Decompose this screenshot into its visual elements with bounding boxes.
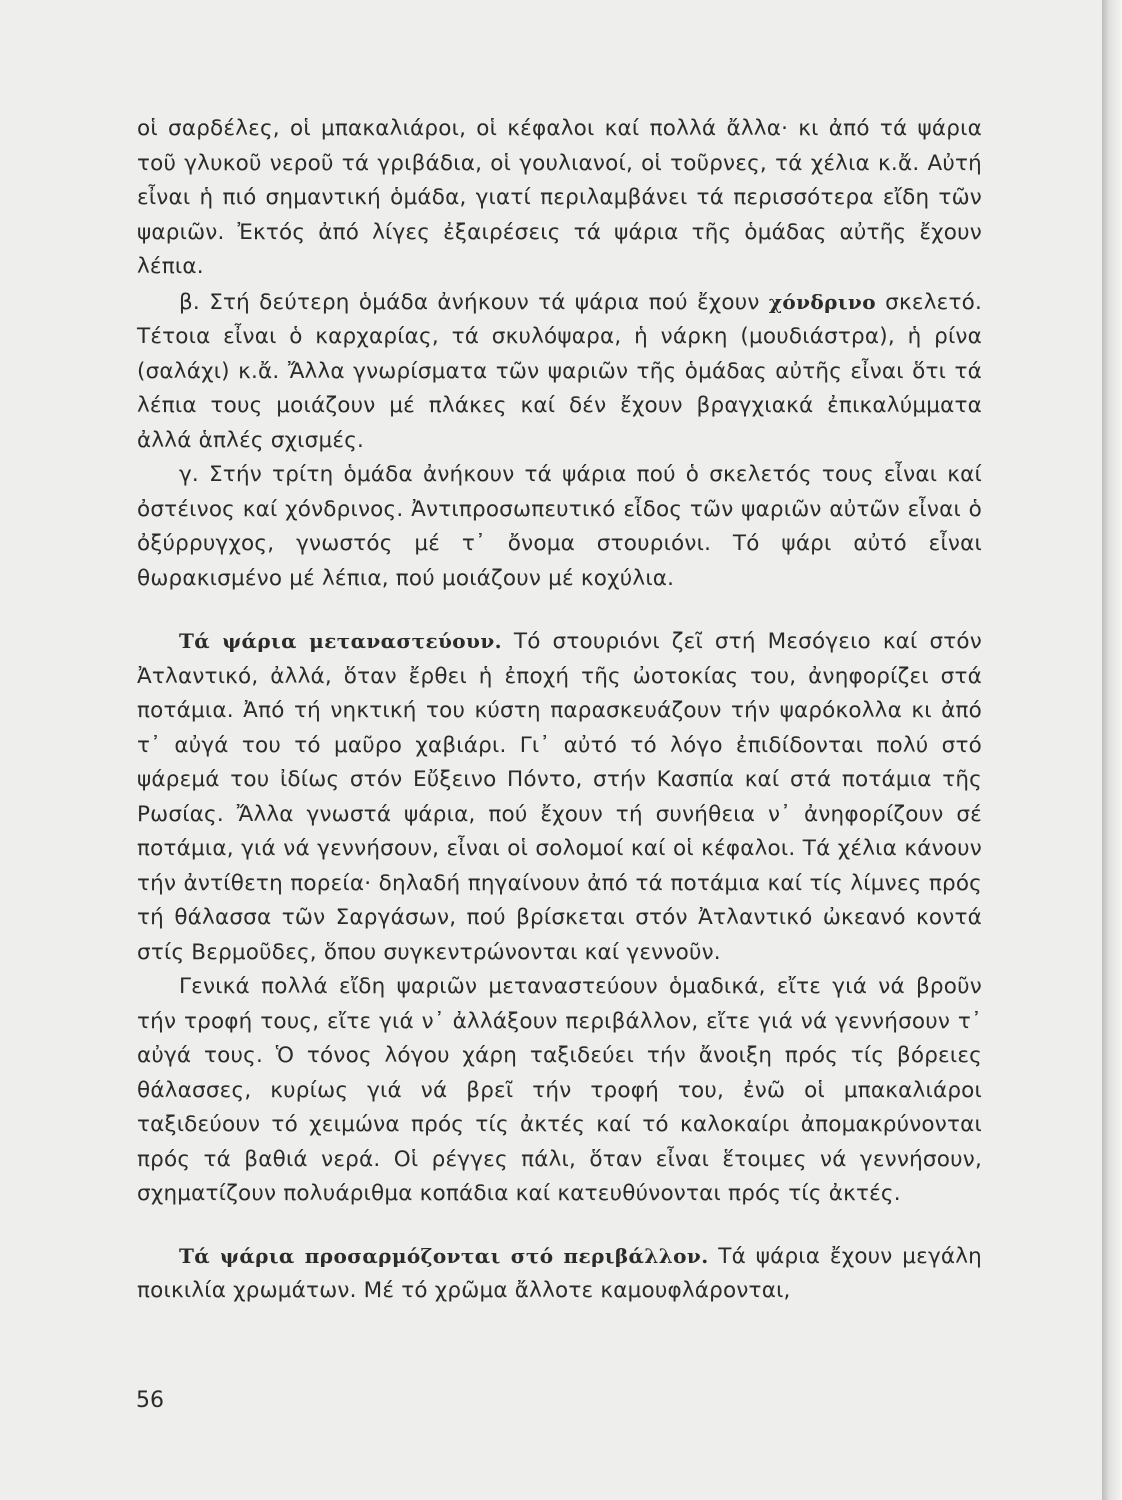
paragraph-fish-migration xyxy=(137,624,982,970)
paragraph-text: σκελετό. Τέτοια εἶναι ὁ καρχαρίας, τά σκυλόψαρα, ἡ νάρκη (μουδιάστρα), ἡ ρίνα (σαλάχι) κ.ἄ. Ἄλλα γνωρίσματα τῶν ψαριῶν τῆς ὁμάδας αὐτῆς εἶναι ὅτι τά λέπια τους μοιάζουν μέ πλάκες καί δέν ἔχουν βραγχιακά ἐπικαλύμματα ἀλλά ἁπλές σχισμές. xyxy=(137,289,982,453)
paragraph-cartilaginous-fish xyxy=(137,285,982,459)
page-edge xyxy=(1102,0,1122,1500)
page-number: 56 xyxy=(136,1388,164,1413)
paragraph-text: β. Στή δεύτερη ὁμάδα ἀνήκουν τά ψάρια πού ἔχουν xyxy=(179,289,769,315)
paragraph-fish-adaptation xyxy=(137,1239,982,1309)
body-text xyxy=(137,112,982,1309)
paragraph-group-migration: Γενικά πολλά εἴδη ψαριῶν μεταναστεύουν ὁμαδικά, εἴτε γιά νά βροῦν τήν τροφή τους, εἴτε γιά ν᾿ ἀλλάξουν περιβάλλον, εἴτε γιά νά γεννήσουν τ᾿ αὐγά τους. Ὁ τόνος λόγου χάρη ταξιδεύει τήν ἄνοιξη πρός τίς βόρειες θάλασσες, κυρίως γιά νά βρεῖ τήν τροφή του, ἐνῶ οἱ μπακαλιάροι ταξιδεύουν τό χειμώνα πρός τίς ἀκτές καί τό καλοκαίρι ἀπομακρύνονται πρός τά βαθιά νερά. Οἱ ρέγγες πάλι, ὅταν εἶναι ἕτοιμες νά γεννήσουν, σχηματίζουν πολυάριθμα κοπάδια καί κατευθύνονται πρός τίς ἀκτές. xyxy=(137,974,982,1206)
paragraph-fish-groups-continued: οἱ σαρδέλες, οἱ μπακαλιάροι, οἱ κέφαλοι καί πολλά ἄλλα· κι ἀπό τά ψάρια τοῦ γλυκοῦ νεροῦ τά γριβάδια, οἱ γουλιανοί, οἱ τοῦρνες, τά χέλια κ.ἄ. Αὐτή εἶναι ἡ πιό σημαντική ὁμάδα, γιατί περιλαμβάνει τά περισσότερα εἴδη τῶν ψαριῶν. Ἐκτός ἀπό λίγες ἐξαιρέσεις τά ψάρια τῆς ὁμάδας αὐτῆς ἔχουν λέπια. xyxy=(137,116,982,279)
paragraph-text: Τά ψάρια ἔχουν μεγάλη ποικιλία χρωμάτων. Μέ τό χρῶμα ἄλλοτε καμουφλάρονται, xyxy=(137,1243,982,1303)
paragraph-bony-cartilaginous-fish: γ. Στήν τρίτη ὁμάδα ἀνήκουν τά ψάρια πού ὁ σκελετός τους εἶναι καί ὀστέινος καί χόνδρινος. Ἀντιπροσωπευτικό εἶδος τῶν ψαριῶν αὐτῶν εἶναι ὁ ὀξύρρυγχος, γνωστός μέ τ᾿ ὄνομα στουριόνι. Τό ψάρι αὐτό εἶναι θωρακισμένο μέ λέπια, πού μοιάζουν μέ κοχύλια. xyxy=(137,462,982,591)
section-heading: Τά ψάρια μεταναστεύουν. xyxy=(179,629,502,653)
emphasis-term: χόνδρινο xyxy=(768,289,876,314)
section-heading: Τά ψάρια προσαρμόζονται στό περιβάλλον. xyxy=(179,1243,709,1268)
paragraph-text: Τό στουριόνι ζεῖ στή Μεσόγειο καί στόν Ἀτλαντικό, ἀλλά, ὅταν ἔρθει ἡ ἐποχή τῆς ὠοτοκίας του, ἀνηφορίζει στά ποτάμια. Ἀπό τή νηκτική του κύστη παρασκευάζουν τήν ψαρόκολλα κι ἀπό τ᾿ αὐγά του τό μαῦρο χαβιάρι. Γι᾿ αὐτό τό λόγο ἐπιδίδονται πολύ στό ψάρεμά του ἰδίως στόν Εὔξεινο Πόντο, στήν Κασπία καί στά ποτάμια τῆς Ρωσίας. Ἄλλα γνωστά ψάρια, πού ἔχουν τή συνήθεια ν᾿ ἀνηφορίζουν σέ ποτάμια, γιά νά γεννήσουν, εἶναι οἱ σολομοί καί οἱ κέφαλοι. Τά χέλια κάνουν τήν ἀντίθετη πορεία· δηλαδή πηγαίνουν ἀπό τά ποτάμια καί τίς λίμνες πρός τή θάλασσα τῶν Σαργάσων, πού βρίσκεται στόν Ἀτλαντικό ὠκεανό κοντά στίς Βερμοῦδες, ὅπου συγκεντρώνονται καί γεννοῦν. xyxy=(137,629,982,965)
